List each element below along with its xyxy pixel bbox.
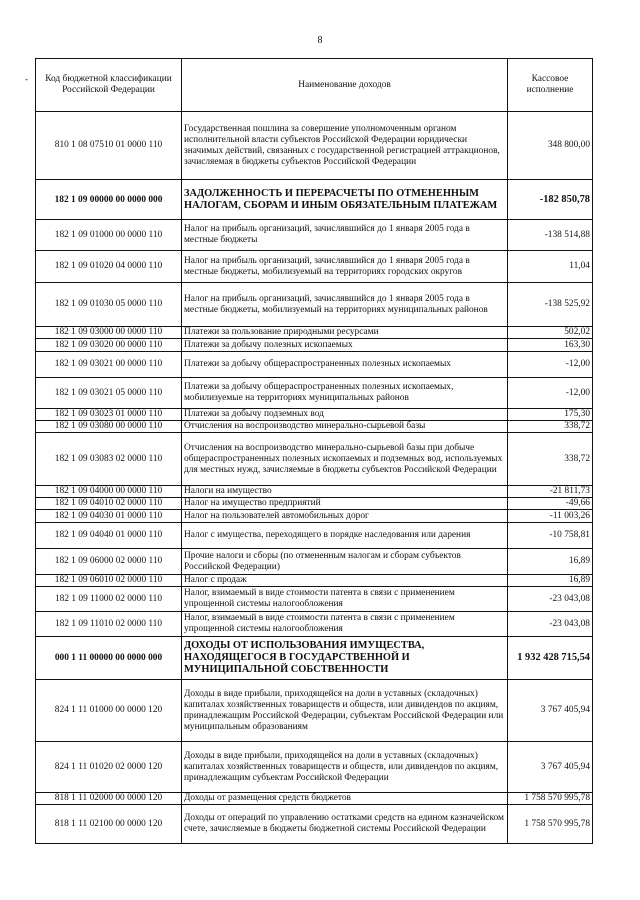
amount-cell: 3 767 405,94 bbox=[508, 742, 593, 793]
amount-cell: 16,89 bbox=[508, 575, 593, 587]
amount-cell: -182 850,78 bbox=[508, 180, 593, 220]
budget-table bbox=[35, 58, 593, 844]
code-cell: 182 1 09 03021 00 0000 110 bbox=[36, 352, 182, 378]
name-cell: Налог, взимаемый в виде стоимости патента в связи с применением упрощенной системы налогообложения bbox=[182, 587, 508, 612]
code-cell: 818 1 11 02000 00 0000 120 bbox=[36, 793, 182, 805]
name-cell: Доходы от операций по управлению остатками средств на едином казначейском счете, зачисляемые в бюджеты бюджетной системы Российской Федерации bbox=[182, 805, 508, 844]
code-cell: 182 1 09 06000 02 0000 110 bbox=[36, 549, 182, 575]
code-cell: 182 1 09 03020 00 0000 110 bbox=[36, 339, 182, 352]
name-cell: Налог на имущество предприятий bbox=[182, 498, 508, 510]
header-name: Наименование доходов bbox=[182, 59, 508, 112]
table-row bbox=[36, 637, 593, 680]
table-row bbox=[36, 283, 593, 327]
code-cell: 182 1 09 01000 00 0000 110 bbox=[36, 220, 182, 251]
table-row bbox=[36, 549, 593, 575]
table-row bbox=[36, 742, 593, 793]
table-row bbox=[36, 327, 593, 339]
amount-cell: -12,00 bbox=[508, 378, 593, 409]
amount-cell: -21 811,73 bbox=[508, 486, 593, 498]
table-row bbox=[36, 421, 593, 433]
table-row bbox=[36, 587, 593, 612]
code-cell: 182 1 09 04030 01 0000 110 bbox=[36, 510, 182, 523]
amount-cell: 502,02 bbox=[508, 327, 593, 339]
name-cell: Налог на прибыль организаций, зачислявшийся до 1 января 2005 года в местные бюджеты, мобилизуемый на территориях городских округов bbox=[182, 251, 508, 283]
name-cell: Отчисления на воспроизводство минерально-сырьевой базы bbox=[182, 421, 508, 433]
table-row bbox=[36, 378, 593, 409]
amount-cell: 163,30 bbox=[508, 339, 593, 352]
table-row bbox=[36, 575, 593, 587]
name-cell: Налог, взимаемый в виде стоимости патента в связи с применением упрощенной системы налогообложения bbox=[182, 612, 508, 637]
table-header-row bbox=[36, 59, 593, 112]
code-cell: 182 1 09 11000 02 0000 110 bbox=[36, 587, 182, 612]
name-cell: Доходы в виде прибыли, приходящейся на доли в уставных (складочных) капиталах хозяйственных товариществ и обществ, или дивидендов по акциям, принадлежащим Российской Федерации, субъектам Российской Федерации или муниципальным образованиям bbox=[182, 680, 508, 742]
amount-cell: 348 800,00 bbox=[508, 112, 593, 180]
code-cell: 182 1 09 04000 00 0000 110 bbox=[36, 486, 182, 498]
amount-cell: 3 767 405,94 bbox=[508, 680, 593, 742]
table-row bbox=[36, 352, 593, 378]
amount-cell: -12,00 bbox=[508, 352, 593, 378]
table-row bbox=[36, 433, 593, 486]
name-cell: ЗАДОЛЖЕННОСТЬ И ПЕРЕРАСЧЕТЫ ПО ОТМЕНЕННЫМ НАЛОГАМ, СБОРАМ И ИНЫМ ОБЯЗАТЕЛЬНЫМ ПЛАТЕЖАМ bbox=[182, 180, 508, 220]
name-cell: Государственная пошлина за совершение уполномоченным органом исполнительной власти субъектов Российской Федерации юридически значимых действий, связанных с государственной регистрацией аттракционов, зачисляемая в бюджеты субъектов Российской Федерации bbox=[182, 112, 508, 180]
code-cell: 182 1 09 03083 02 0000 110 bbox=[36, 433, 182, 486]
amount-cell: 1 758 570 995,78 bbox=[508, 805, 593, 844]
name-cell: Налог на прибыль организаций, зачислявшийся до 1 января 2005 года в местные бюджеты bbox=[182, 220, 508, 251]
amount-cell: 11,04 bbox=[508, 251, 593, 283]
code-cell: 818 1 11 02100 00 0000 120 bbox=[36, 805, 182, 844]
name-cell: Налог на прибыль организаций, зачислявшийся до 1 января 2005 года в местные бюджеты, мобилизуемый на территориях муниципальных районов bbox=[182, 283, 508, 327]
table-row bbox=[36, 112, 593, 180]
code-cell: 182 1 09 04010 02 0000 110 bbox=[36, 498, 182, 510]
table-row bbox=[36, 510, 593, 523]
table-row bbox=[36, 180, 593, 220]
code-cell: 000 1 11 00000 00 0000 000 bbox=[36, 637, 182, 680]
code-cell: 810 1 08 07510 01 0000 110 bbox=[36, 112, 182, 180]
header-amount: Кассовое исполнение bbox=[508, 59, 593, 112]
amount-cell: 1 932 428 715,54 bbox=[508, 637, 593, 680]
code-cell: 182 1 09 03000 00 0000 110 bbox=[36, 327, 182, 339]
name-cell: Доходы от размещения средств бюджетов bbox=[182, 793, 508, 805]
code-cell: 824 1 11 01020 02 0000 120 bbox=[36, 742, 182, 793]
code-cell: 182 1 09 03080 00 0000 110 bbox=[36, 421, 182, 433]
name-cell: Отчисления на воспроизводство минерально-сырьевой базы при добыче общераспространенных полезных ископаемых и подземных вод, используемых для местных нужд, зачисляемые в бюджеты субъектов Российской Федерации bbox=[182, 433, 508, 486]
page-number: 8 bbox=[317, 35, 323, 46]
name-cell: Платежи за пользование природными ресурсами bbox=[182, 327, 508, 339]
name-cell: Налог на пользователей автомобильных дорог bbox=[182, 510, 508, 523]
name-cell: Платежи за добычу подземных вод bbox=[182, 409, 508, 421]
table-row bbox=[36, 793, 593, 805]
name-cell: Налоги на имущество bbox=[182, 486, 508, 498]
amount-cell: -23 043,08 bbox=[508, 587, 593, 612]
code-cell: 824 1 11 01000 00 0000 120 bbox=[36, 680, 182, 742]
header-code: Код бюджетной классификации Российской Федерации bbox=[36, 59, 182, 112]
amount-cell: 16,89 bbox=[508, 549, 593, 575]
name-cell: Платежи за добычу общераспространенных полезных ископаемых, мобилизуемые на территориях муниципальных районов bbox=[182, 378, 508, 409]
amount-cell: 175,30 bbox=[508, 409, 593, 421]
name-cell: Платежи за добычу полезных ископаемых bbox=[182, 339, 508, 352]
name-cell: Платежи за добычу общераспространенных полезных ископаемых bbox=[182, 352, 508, 378]
amount-cell: 1 758 570 995,78 bbox=[508, 793, 593, 805]
code-cell: 182 1 09 04040 01 0000 110 bbox=[36, 523, 182, 549]
table-row bbox=[36, 523, 593, 549]
amount-cell: 338,72 bbox=[508, 421, 593, 433]
table-row bbox=[36, 612, 593, 637]
amount-cell: -11 003,26 bbox=[508, 510, 593, 523]
code-cell: 182 1 09 03021 05 0000 110 bbox=[36, 378, 182, 409]
table-row bbox=[36, 486, 593, 498]
name-cell: Налог с продаж bbox=[182, 575, 508, 587]
table-row bbox=[36, 251, 593, 283]
code-cell: 182 1 09 00000 00 0000 000 bbox=[36, 180, 182, 220]
amount-cell: 338,72 bbox=[508, 433, 593, 486]
table-row bbox=[36, 805, 593, 844]
table-row bbox=[36, 680, 593, 742]
name-cell: Прочие налоги и сборы (по отмененным налогам и сборам субъектов Российской Федерации) bbox=[182, 549, 508, 575]
name-cell: Налог с имущества, переходящего в порядке наследования или дарения bbox=[182, 523, 508, 549]
name-cell: ДОХОДЫ ОТ ИСПОЛЬЗОВАНИЯ ИМУЩЕСТВА, НАХОДЯЩЕГОСЯ В ГОСУДАРСТВЕННОЙ И МУНИЦИПАЛЬНОЙ СОБСТВЕННОСТИ bbox=[182, 637, 508, 680]
table-row bbox=[36, 498, 593, 510]
margin-mark: - bbox=[25, 74, 28, 84]
amount-cell: -49,66 bbox=[508, 498, 593, 510]
amount-cell: -138 514,88 bbox=[508, 220, 593, 251]
code-cell: 182 1 09 11010 02 0000 110 bbox=[36, 612, 182, 637]
table-row bbox=[36, 409, 593, 421]
amount-cell: -138 525,92 bbox=[508, 283, 593, 327]
table-row bbox=[36, 339, 593, 352]
code-cell: 182 1 09 01030 05 0000 110 bbox=[36, 283, 182, 327]
name-cell: Доходы в виде прибыли, приходящейся на доли в уставных (складочных) капиталах хозяйственных товариществ и обществ, или дивидендов по акциям, принадлежащим субъектам Российской Федерации bbox=[182, 742, 508, 793]
table-row bbox=[36, 220, 593, 251]
amount-cell: -10 758,81 bbox=[508, 523, 593, 549]
code-cell: 182 1 09 06010 02 0000 110 bbox=[36, 575, 182, 587]
code-cell: 182 1 09 03023 01 0000 110 bbox=[36, 409, 182, 421]
code-cell: 182 1 09 01020 04 0000 110 bbox=[36, 251, 182, 283]
amount-cell: -23 043,08 bbox=[508, 612, 593, 637]
